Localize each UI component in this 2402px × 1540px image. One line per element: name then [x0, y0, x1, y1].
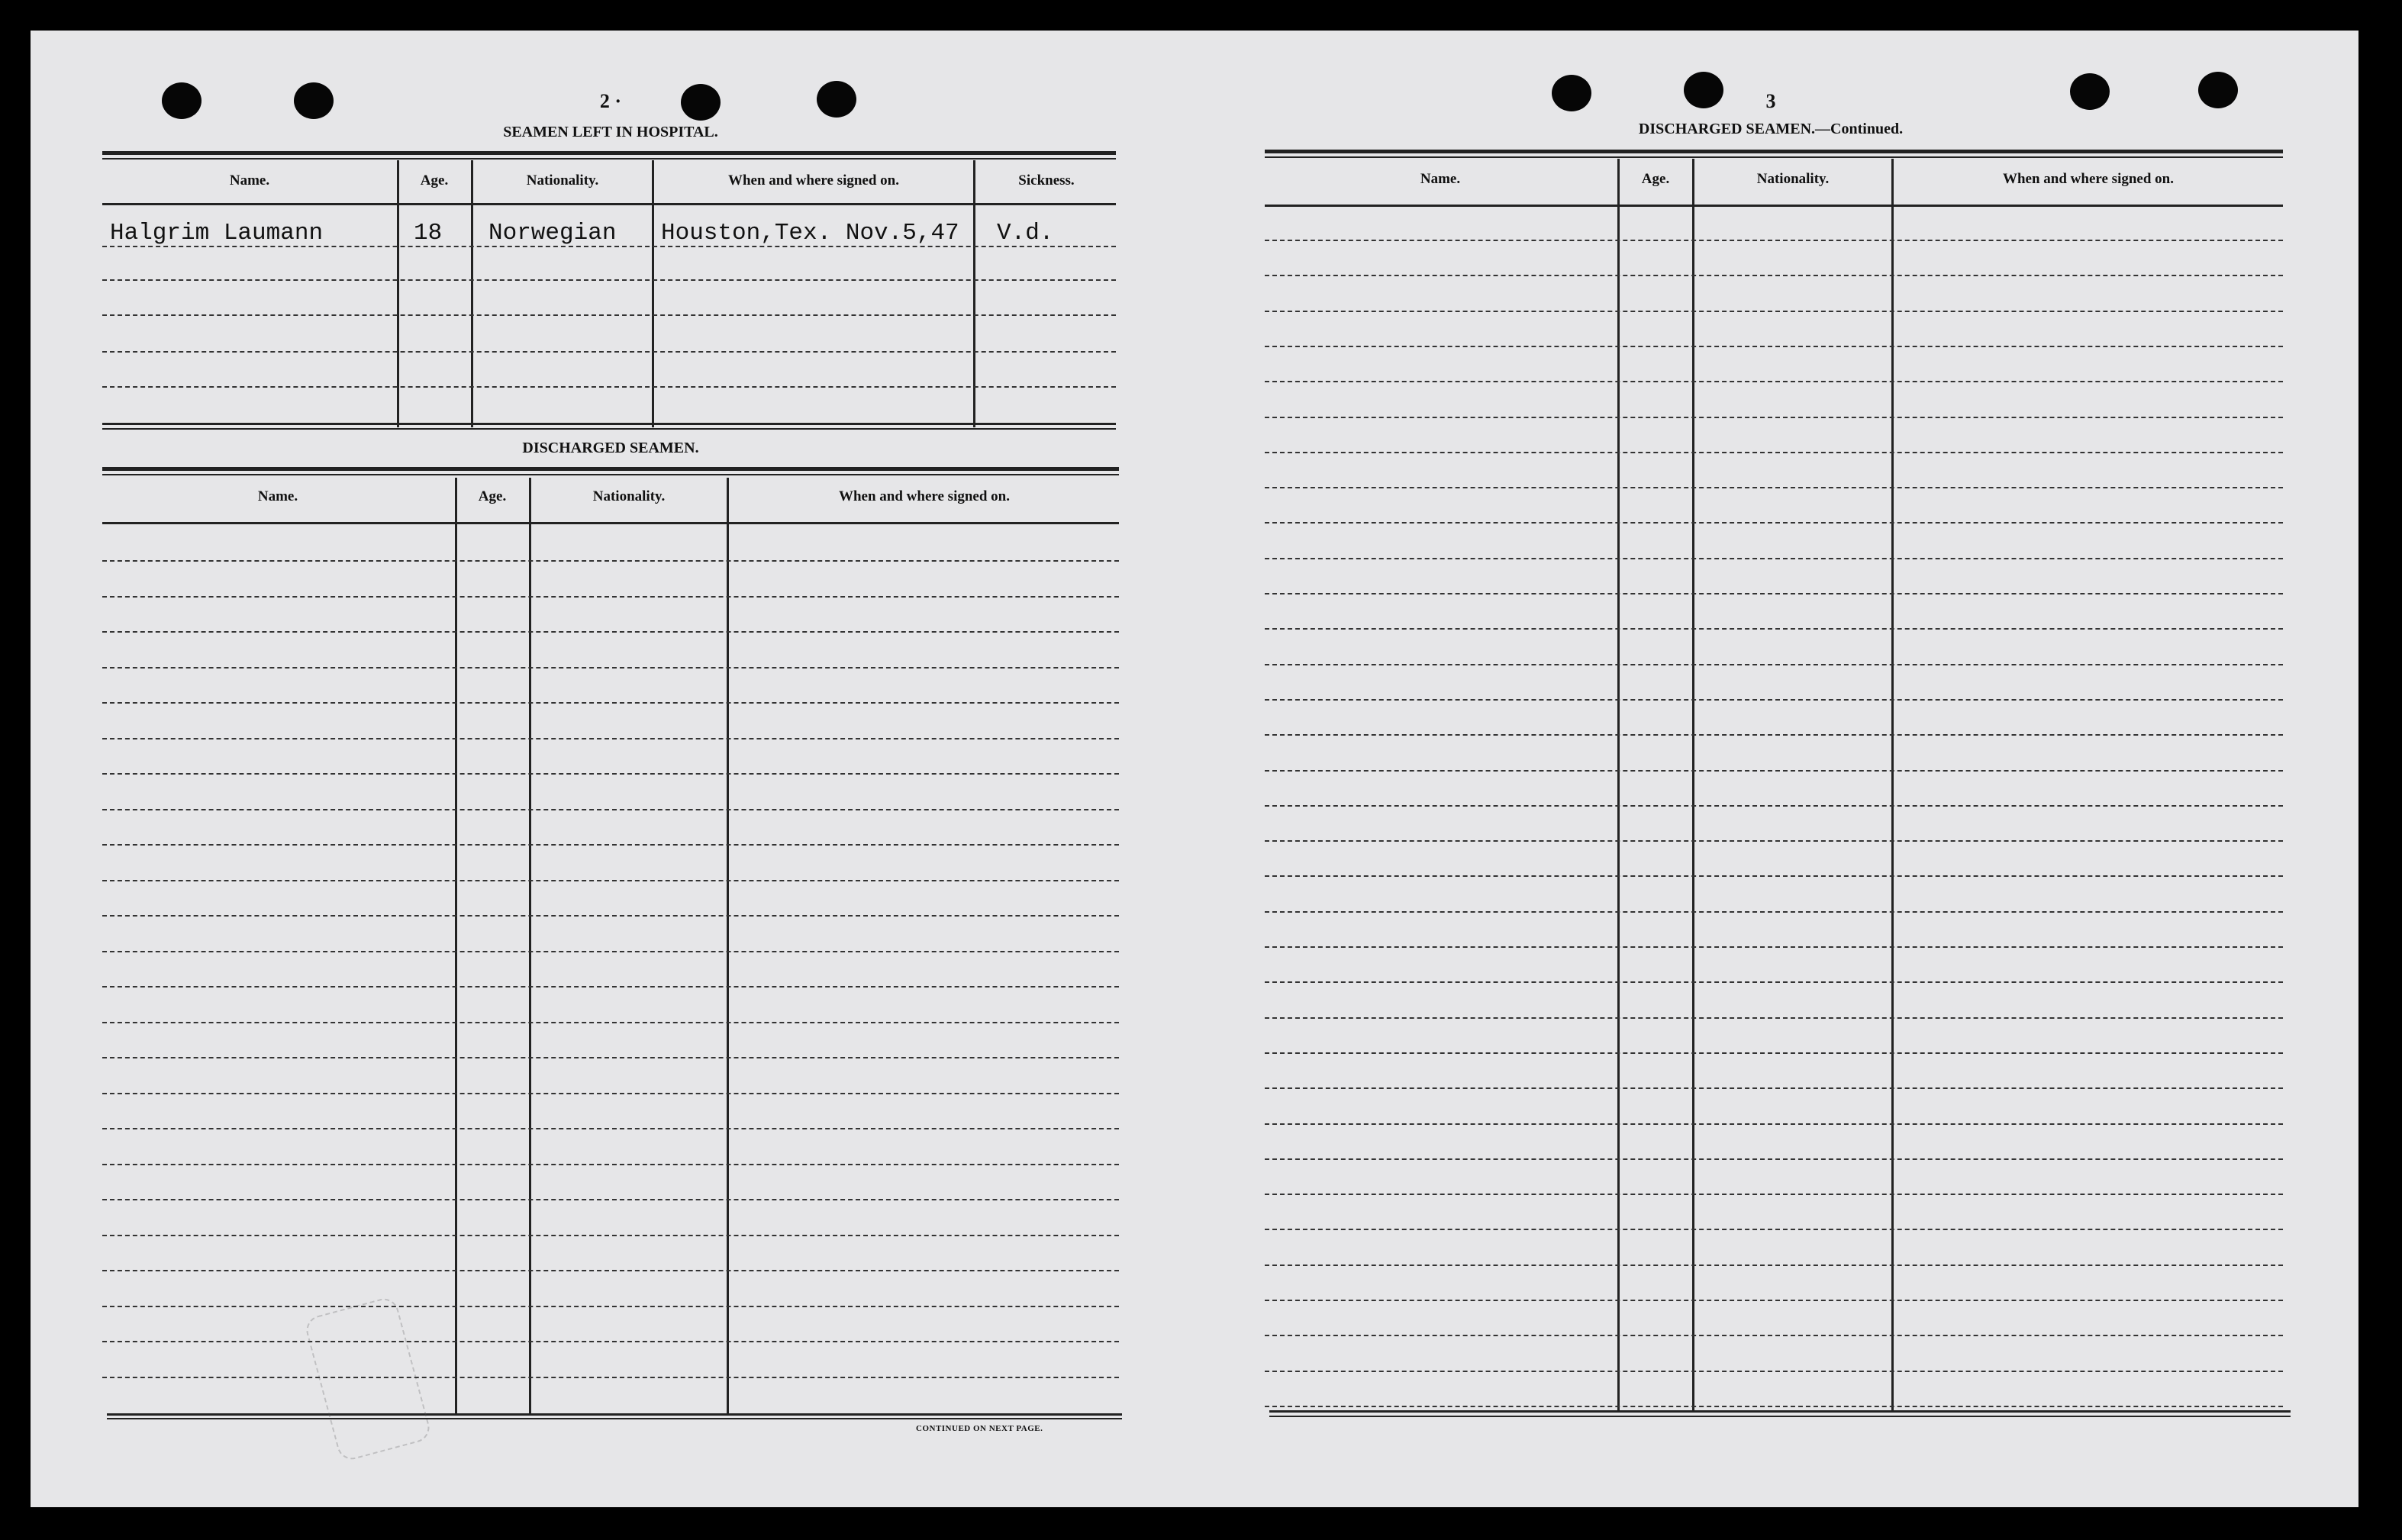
ruled-line — [102, 1022, 1119, 1023]
ruled-line — [1265, 311, 2283, 312]
ruled-line — [102, 915, 1119, 917]
ruled-line — [1265, 1229, 2283, 1230]
ruled-line — [1265, 593, 2283, 594]
ruled-line — [1265, 1087, 2283, 1089]
right-header-rule — [1265, 205, 2283, 207]
ruled-line — [102, 596, 1119, 598]
seaman-nationality: Norwegian — [488, 220, 617, 246]
seaman-sickness: V.d. — [997, 220, 1054, 246]
right-header-name: Name. — [1420, 171, 1461, 187]
hospital-bottom-rule-thin — [102, 428, 1116, 430]
ruled-line — [102, 1093, 1119, 1094]
ruled-line — [1265, 699, 2283, 701]
seaman-age: 18 — [414, 220, 443, 246]
ruled-line — [1265, 981, 2283, 983]
ruled-line — [1265, 240, 2283, 241]
ruled-line — [102, 1199, 1119, 1200]
ruled-line — [1265, 417, 2283, 418]
ruled-line — [102, 1377, 1119, 1378]
hospital-top-rule-thin — [102, 158, 1116, 159]
hospital-section-title: SEAMEN LEFT IN HOSPITAL. — [503, 124, 718, 140]
hospital-bottom-rule — [102, 423, 1116, 425]
discharged-section-title: DISCHARGED SEAMEN. — [522, 440, 699, 456]
discharged-continued-title: DISCHARGED SEAMEN.—Continued. — [1638, 121, 1904, 137]
ruled-line — [102, 631, 1119, 633]
ruled-line — [1265, 487, 2283, 488]
discharged-top-rule-thin — [102, 474, 1119, 475]
ruled-line — [1265, 275, 2283, 276]
ruled-line — [1265, 1371, 2283, 1372]
ruled-line — [102, 1235, 1119, 1236]
right-top-rule-thin — [1265, 156, 2283, 158]
ruled-line — [1265, 1017, 2283, 1019]
punch-hole — [1684, 72, 1723, 108]
ruled-line — [102, 1057, 1119, 1058]
seaman-signed-on: Houston,Tex. Nov.5,47 — [661, 220, 959, 246]
discharged-top-rule — [102, 467, 1119, 471]
ruled-line — [1265, 875, 2283, 877]
ruled-line — [102, 246, 1116, 247]
punch-hole — [1552, 75, 1591, 111]
discharged-header-signed-on: When and where signed on. — [838, 488, 1010, 504]
ruled-line — [1265, 1300, 2283, 1301]
hospital-header-signed-on: When and where signed on. — [727, 172, 899, 188]
punch-hole — [2198, 72, 2238, 108]
ruled-line — [1265, 946, 2283, 948]
ruled-line — [102, 1128, 1119, 1129]
ruled-line — [102, 880, 1119, 881]
ruled-line — [102, 560, 1119, 562]
hospital-header-sickness: Sickness. — [1018, 172, 1075, 188]
ruled-line — [1265, 381, 2283, 382]
hospital-header-nationality: Nationality. — [526, 172, 599, 188]
discharged-header-name: Name. — [257, 488, 298, 504]
ruled-line — [102, 386, 1116, 388]
document-sheet — [31, 31, 2358, 1507]
continued-footer: CONTINUED ON NEXT PAGE. — [916, 1424, 1043, 1433]
punch-hole — [294, 82, 334, 119]
ruled-line — [1265, 1335, 2283, 1336]
discharged-bottom-rule-thin — [107, 1418, 1122, 1419]
seaman-name: Halgrim Laumann — [110, 220, 324, 246]
punch-hole — [817, 81, 856, 118]
ruled-line — [1265, 734, 2283, 736]
ruled-line — [102, 1306, 1119, 1307]
right-header-age: Age. — [1641, 171, 1670, 187]
ruled-line — [1265, 346, 2283, 347]
ruled-line — [1265, 1406, 2283, 1407]
ruled-line — [102, 314, 1116, 316]
ruled-line — [102, 738, 1119, 739]
ruled-line — [102, 1341, 1119, 1342]
ruled-line — [1265, 558, 2283, 559]
right-top-rule — [1265, 150, 2283, 153]
ruled-line — [102, 279, 1116, 281]
right-header-nationality: Nationality. — [1756, 171, 1830, 187]
discharged-col-divider — [529, 478, 531, 1413]
ruled-line — [102, 809, 1119, 810]
right-bottom-rule-thin — [1269, 1416, 2291, 1417]
ruled-line — [1265, 522, 2283, 524]
ruled-line — [102, 844, 1119, 846]
ruled-line — [1265, 452, 2283, 453]
ruled-line — [1265, 805, 2283, 807]
hospital-header-age: Age. — [420, 172, 449, 188]
right-header-signed-on: When and where signed on. — [2002, 171, 2174, 187]
ruled-line — [102, 1270, 1119, 1271]
discharged-header-rule — [102, 522, 1119, 524]
discharged-header-age: Age. — [478, 488, 507, 504]
right-bottom-rule — [1269, 1410, 2291, 1413]
discharged-header-nationality: Nationality. — [592, 488, 666, 504]
discharged-col-divider — [455, 478, 457, 1413]
ruled-line — [102, 351, 1116, 353]
hospital-header-rule — [102, 203, 1116, 205]
page-number-right: 3 — [1765, 90, 1776, 112]
ruled-line — [1265, 1158, 2283, 1160]
ruled-line — [1265, 1194, 2283, 1195]
ruled-line — [1265, 840, 2283, 842]
ruled-line — [102, 702, 1119, 704]
ruled-line — [1265, 628, 2283, 630]
discharged-col-divider — [727, 478, 729, 1413]
discharged-bottom-rule — [107, 1413, 1122, 1416]
ruled-line — [102, 986, 1119, 987]
page-number-left: 2 · — [599, 90, 622, 112]
punch-hole — [681, 84, 721, 121]
ruled-line — [102, 1164, 1119, 1165]
ruled-line — [102, 667, 1119, 669]
punch-hole — [2070, 73, 2110, 110]
ruled-line — [1265, 1123, 2283, 1125]
hospital-header-name: Name. — [229, 172, 270, 188]
ruled-line — [1265, 911, 2283, 913]
hospital-top-rule — [102, 151, 1116, 155]
ruled-line — [102, 773, 1119, 775]
punch-hole — [162, 82, 202, 119]
ruled-line — [1265, 770, 2283, 772]
ruled-line — [102, 951, 1119, 952]
ruled-line — [1265, 664, 2283, 665]
ruled-line — [1265, 1265, 2283, 1266]
ruled-line — [1265, 1052, 2283, 1054]
